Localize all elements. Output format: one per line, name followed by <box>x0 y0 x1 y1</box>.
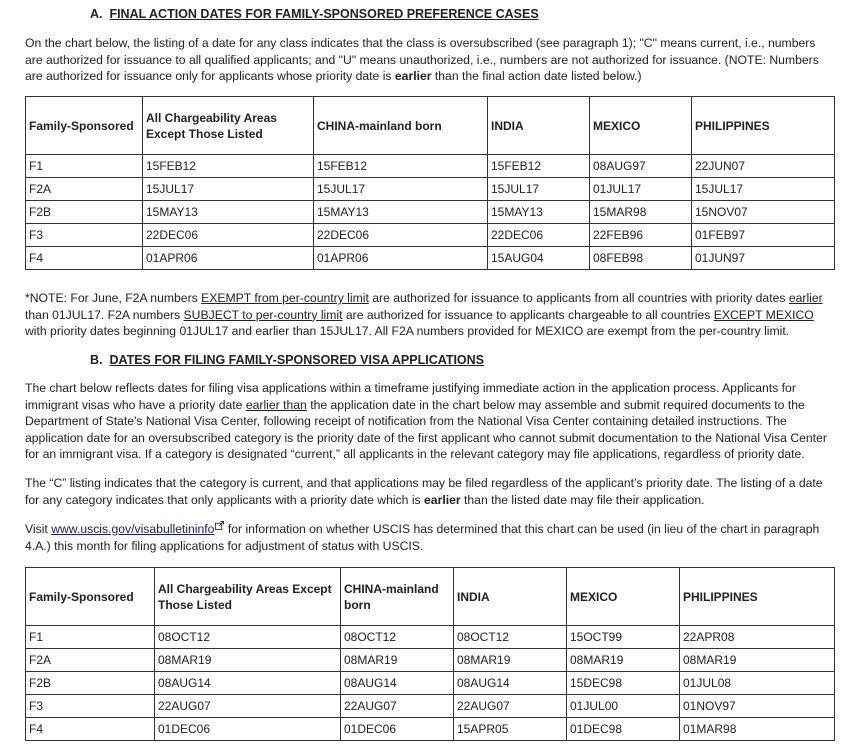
category-cell: F4 <box>26 718 155 741</box>
header-philippines: PHILIPPINES <box>692 97 835 155</box>
note-text: are authorized for issuance to applicants chargeable to all countries <box>342 307 714 322</box>
table-row <box>26 224 835 247</box>
header-family-sponsored: Family-Sponsored <box>26 97 143 155</box>
note-text: than 01JUL17. F2A numbers <box>25 307 184 322</box>
date-cell: 15FEB12 <box>143 155 314 178</box>
section-a-intro <box>25 35 835 85</box>
note-underline: earlier <box>788 291 823 305</box>
date-cell: 08AUG14 <box>454 672 567 695</box>
date-cell: 08FEB98 <box>590 247 692 270</box>
table-row <box>26 155 835 178</box>
dates-for-filing-table <box>25 567 835 741</box>
category-cell: F3 <box>26 695 155 718</box>
date-cell: 15DEC98 <box>567 672 680 695</box>
date-cell: 22AUG07 <box>341 695 454 718</box>
section-b-heading <box>90 353 484 367</box>
date-cell: 22DEC06 <box>488 224 590 247</box>
date-cell: 15AUG04 <box>488 247 590 270</box>
table-row <box>26 718 835 741</box>
table-row <box>26 178 835 201</box>
date-cell: 08OCT12 <box>454 626 567 649</box>
date-cell: 22DEC06 <box>314 224 488 247</box>
category-cell: F1 <box>26 626 155 649</box>
table-row <box>26 626 835 649</box>
date-cell: 15JUL17 <box>143 178 314 201</box>
header-mexico: MEXICO <box>567 568 680 626</box>
table-row <box>26 247 835 270</box>
date-cell: 15MAY13 <box>488 201 590 224</box>
section-a-letter: A. <box>90 7 103 21</box>
category-cell: F1 <box>26 155 143 178</box>
date-cell: 01APR06 <box>314 247 488 270</box>
note-text: with priority dates beginning 01JUL17 and earlier than 15JUL17. All F2A numbers provided for MEXICO are exempt from the per-country limit. <box>25 324 790 338</box>
date-cell: 08MAR19 <box>341 649 454 672</box>
date-cell: 08MAR19 <box>567 649 680 672</box>
section-b-letter: B. <box>90 353 103 367</box>
para-text: The “C” listing indicates that the category is current, and that applications may be filed regardless of the applicant’s priority date. The listing of a date for any category indicates that only applicants with a priority date which is <box>25 476 823 507</box>
note-underline: EXCEPT MEXICO <box>713 307 814 322</box>
date-cell: 22FEB96 <box>590 224 692 247</box>
date-cell: 01DEC98 <box>567 718 680 741</box>
table-row <box>26 695 835 718</box>
date-cell: 01MAR98 <box>680 718 835 741</box>
section-a-title: FINAL ACTION DATES FOR FAMILY-SPONSORED PREFERENCE CASES <box>109 7 539 21</box>
section-b-para-1 <box>25 380 835 463</box>
category-cell: F2B <box>26 672 155 695</box>
para-text: The chart below reflects dates for filing visa applications within a timeframe justifying immediate action in the application process. Applicants for immigrant visas who have a priority date <box>25 381 796 412</box>
note-text: *NOTE: For June, F2A numbers <box>25 291 202 305</box>
para-text: the application date in the chart below may assemble and submit required documents to the Department of State's National Visa Center, following receipt of notification from the National Visa Center containing detailed instructions. The application date for an oversubscribed category is the priority date of the first applicant who cannot submit documentation to the National Visa Center for an immigrant visa. If a category is designated “current,” all applicants in the relevant category may file applications, regardless of priority date. <box>25 397 827 461</box>
para-bold: earlier <box>424 492 461 507</box>
section-b-title: DATES FOR FILING FAMILY-SPONSORED VISA APPLICATIONS <box>109 353 485 367</box>
section-a-heading <box>90 7 539 21</box>
note-underline: SUBJECT to per-country limit <box>183 307 343 322</box>
date-cell: 01JUL00 <box>567 695 680 718</box>
date-cell: 15MAY13 <box>314 201 488 224</box>
para-text: than the listed date may file their application. <box>460 492 705 507</box>
date-cell: 08AUG14 <box>155 672 341 695</box>
date-cell: 15FEB12 <box>314 155 488 178</box>
date-cell: 08MAR19 <box>454 649 567 672</box>
para-underline: earlier than <box>245 397 307 412</box>
header-india: INDIA <box>454 568 567 626</box>
date-cell: 08OCT12 <box>155 626 341 649</box>
category-cell: F4 <box>26 247 143 270</box>
intro-bold: earlier <box>394 69 432 83</box>
date-cell: 01JUL17 <box>590 178 692 201</box>
category-cell: F2A <box>26 178 143 201</box>
date-cell: 08AUG97 <box>590 155 692 178</box>
date-cell: 01JUN97 <box>692 247 835 270</box>
header-all-chargeability: All Chargeability Areas Except Those Listed <box>143 97 314 155</box>
note-text: are authorized for issuance to applicants from all countries with priority dates <box>368 291 789 305</box>
header-all-chargeability: All Chargeability Areas Except Those Listed <box>155 568 341 626</box>
date-cell: 08AUG14 <box>341 672 454 695</box>
f2a-note <box>25 290 835 340</box>
category-cell: F2A <box>26 649 155 672</box>
date-cell: 15APR05 <box>454 718 567 741</box>
date-cell: 01APR06 <box>143 247 314 270</box>
table-header-row <box>26 97 835 155</box>
header-philippines: PHILIPPINES <box>680 568 835 626</box>
date-cell: 22JUN07 <box>692 155 835 178</box>
date-cell: 08MAR19 <box>680 649 835 672</box>
section-b-para-3 <box>25 521 835 554</box>
table-row <box>26 201 835 224</box>
category-cell: F2B <box>26 201 143 224</box>
category-cell: F3 <box>26 224 143 247</box>
intro-text-end: than the final action date listed below.) <box>431 69 642 83</box>
date-cell: 15JUL17 <box>314 178 488 201</box>
uscis-link[interactable]: www.uscis.gov/visabulletininfo <box>51 522 215 536</box>
date-cell: 08OCT12 <box>341 626 454 649</box>
date-cell: 15NOV07 <box>692 201 835 224</box>
date-cell: 01JUL08 <box>680 672 835 695</box>
date-cell: 01DEC06 <box>155 718 341 741</box>
header-china: CHINA-mainland born <box>314 97 488 155</box>
final-action-table <box>25 96 835 270</box>
date-cell: 22APR08 <box>680 626 835 649</box>
table-row <box>26 649 835 672</box>
date-cell: 15OCT99 <box>567 626 680 649</box>
date-cell: 15MAY13 <box>143 201 314 224</box>
section-b-para-2 <box>25 475 835 508</box>
intro-text: On the chart below, the listing of a date for any class indicates that the class is oversubscribed (see paragraph 1); "C" means current, i.e., numbers are authorized for issuance to all qualified applicants; and "U" means unauthorized, i.e., numbers are not authorized for issuance. (NOTE: Numbers are authorized for issuance only for applicants whose priority date is <box>25 36 819 83</box>
date-cell: 01DEC06 <box>341 718 454 741</box>
date-cell: 22AUG07 <box>155 695 341 718</box>
table-row <box>26 672 835 695</box>
header-mexico: MEXICO <box>590 97 692 155</box>
date-cell: 15JUL17 <box>692 178 835 201</box>
para-text: for information on whether USCIS has determined that this chart can be used (in lieu of the chart in paragraph 4.A.) this month for filing applications for adjustment of status with USCIS. <box>25 522 820 553</box>
note-underline: EXEMPT from per-country limit <box>201 291 369 305</box>
header-family-sponsored: Family-Sponsored <box>26 568 155 626</box>
date-cell: 01NOV97 <box>680 695 835 718</box>
date-cell: 01FEB97 <box>692 224 835 247</box>
date-cell: 08MAR19 <box>155 649 341 672</box>
date-cell: 15FEB12 <box>488 155 590 178</box>
date-cell: 22AUG07 <box>454 695 567 718</box>
header-china: CHINA-mainland born <box>341 568 454 626</box>
date-cell: 15JUL17 <box>488 178 590 201</box>
date-cell: 15MAR98 <box>590 201 692 224</box>
para-text: Visit <box>25 522 52 536</box>
table-header-row <box>26 568 835 626</box>
date-cell: 22DEC06 <box>143 224 314 247</box>
header-india: INDIA <box>488 97 590 155</box>
